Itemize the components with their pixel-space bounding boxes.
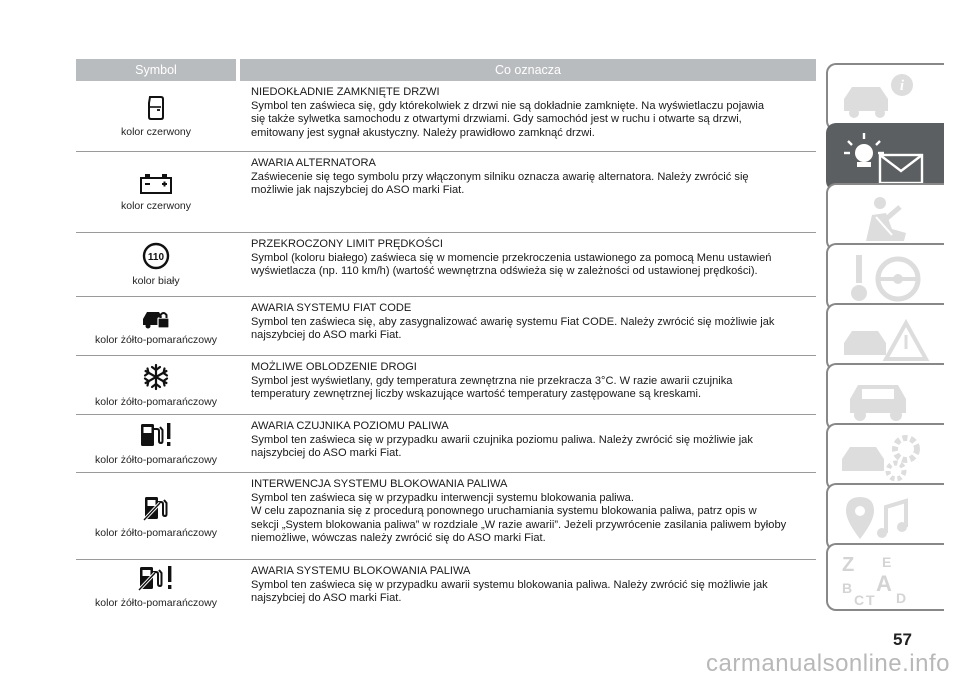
description-cell [236,152,816,232]
header-meaning: Co oznacza [494,63,561,77]
airbag-seat-icon [836,189,936,247]
svg-text:A: A [876,571,892,596]
row-text-line: Symbol ten zaświeca się w przypadku awarii systemu blokowania paliwa. Należy zwrócić się możliwie jak [251,578,768,591]
tab-maintenance[interactable] [826,363,944,431]
color-label: kolor żółto-pomarańczowy [95,526,217,539]
table-row [76,233,816,297]
row-title: NIEDOKŁADNIE ZAMKNIĘTE DRZWI [251,86,440,98]
speed-limit-icon [142,242,170,270]
row-text-line: Symbol jest wyświetlany, gdy temperatura zewnętrzna nie przekracza 3°C. W razie awarii czujnika [251,374,733,387]
fuel-cutoff-warning-icon [138,564,174,592]
color-label: kolor żółto-pomarańczowy [95,333,217,346]
color-label: kolor żółto-pomarańczowy [95,454,217,466]
warning-light-message-icon [836,129,936,187]
row-text-line: Symbol ten zaświeca się, gdy którekolwiek z drzwi nie są dokładnie zamknięte. Na wyświetlaczu pojawia [251,99,765,112]
row-text-line: Symbol ten zaświeca się, aby zasygnalizować awarię systemu Fiat CODE. Należy zwrócić się możliwie jak [251,315,775,328]
color-label: kolor żółto-pomarańczowy [95,395,217,408]
color-label: kolor czerwony [120,125,192,138]
row-text-line: możliwie jak najszybciej do ASO marki Fiat. [251,184,465,197]
row-title: AWARIA SYSTEMU BLOKOWANIA PALIWA [251,565,471,577]
fuel-cutoff-icon [143,494,169,522]
tab-multimedia[interactable] [826,483,944,551]
symbol-cell [76,297,236,355]
row-title: INTERWENCJA SYSTEMU BLOKOWANIA PALIWA [251,478,508,490]
table-row [76,297,816,356]
row-text-line: najszybciej do ASO marki Fiat. [251,329,402,342]
watermark: carmanualsonline.info [706,650,950,677]
symbol-cell [76,356,236,414]
tab-index[interactable] [826,543,944,611]
tab-starting-driving[interactable] [826,243,944,311]
row-title: AWARIA CZUJNIKA POZIOMU PALIWA [251,420,449,432]
table-row [76,560,816,612]
car-info-icon [836,69,936,127]
page-number: 57 [893,630,912,649]
color-label: kolor żółto-pomarańczowy [95,596,217,609]
row-title: PRZEKROCZONY LIMIT PRĘDKOŚCI [251,238,443,250]
svg-text:B: B [842,580,853,596]
svg-text:i: i [899,78,905,94]
symbol-cell [76,473,236,559]
description-cell [236,233,816,296]
tab-car-info[interactable] [826,63,944,131]
row-title: AWARIA SYSTEMU FIAT CODE [251,302,412,314]
table-row [76,81,816,152]
symbol-cell [76,152,236,232]
tab-safety[interactable] [826,183,944,251]
svg-text:Z: Z [842,554,855,576]
table-row [76,152,816,233]
fuel-warning-icon [139,421,173,449]
warning-lights-table [76,59,816,612]
symbol-cell [76,560,236,612]
row-text-line: Symbol ten zaświeca się w przypadku awarii czujnika poziomu paliwa. Należy zwrócić się możliwie jak [251,433,753,446]
media-nav-icon [836,489,936,547]
description-cell [236,356,816,414]
symbol-cell [76,81,236,151]
battery-icon [139,173,173,195]
color-label: kolor czerwony [120,199,192,212]
description-cell [236,415,816,472]
row-text-line: Symbol (koloru białego) zaświeca się w momencie przekroczenia ustawionego za pomocą Menu ustawień [251,251,772,264]
svg-text:E: E [882,554,892,570]
table-header [76,59,816,81]
row-text-line: najszybciej do ASO marki Fiat. [251,447,402,460]
car-gear-icon [836,429,936,487]
svg-text:C: C [854,592,865,607]
row-text-line: wyświetlacza (np. 110 km/h) (wartość wewnętrzna odświeża się w zależności od ustawionej prędkości). [251,265,758,278]
row-text-line: temperatury zewnętrznej liczby wskazujące wartość temperatury zastępowane są kreskami. [251,388,702,401]
tab-technical[interactable] [826,423,944,491]
speed-limit-value: 110 [147,252,165,263]
snowflake-icon [142,363,170,391]
description-cell [236,297,816,355]
index-letters-icon [836,549,936,607]
row-text-line: sekcji „System blokowania paliwa” w rozdziale „W razie awarii”. Jeżeli przywrócenie zasilania paliwem byłoby [251,518,787,531]
svg-text:D: D [896,590,907,606]
table-row [76,415,816,473]
row-text-line: emitowany jest sygnał akustyczny. Należy prawidłowo zamknąć drzwi. [251,126,595,139]
tab-warning-lights[interactable] [826,123,944,191]
table-row [76,356,816,415]
description-cell [236,81,816,151]
header-symbol: Symbol [135,63,177,77]
symbol-cell [76,415,236,472]
row-text-line: W celu zapoznania się z procedurą ponownego uruchamiania systemu blokowania paliwa, patrz opis w [251,505,757,518]
key-steering-icon [836,249,936,307]
row-text-line: Zaświecenie się tego symbolu przy włączonym silniku oznacza awarię alternatora. Należy zwrócić się [251,170,749,183]
row-text-line: niemożliwe, wówczas należy zwrócić się do ASO marki Fiat. [251,532,546,545]
description-cell [236,560,816,612]
car-service-icon [836,369,936,427]
row-text-line: najszybciej do ASO marki Fiat. [251,592,402,605]
description-cell [236,473,816,559]
svg-text:T: T [866,592,875,607]
symbol-cell [76,233,236,296]
row-title: AWARIA ALTERNATORA [251,157,376,169]
row-text-line: Symbol ten zaświeca się w przypadku interwencji systemu blokowania paliwa. [251,491,634,504]
row-title: MOŻLIWE OBLODZENIE DROGI [251,361,417,373]
breakdown-icon [836,309,936,367]
color-label: kolor biały [132,275,180,287]
table-row [76,473,816,560]
row-text-line: się także sylwetka samochodu z otwartymi drzwiami. Gdy samochód jest w ruchu i otwarte są drzwi, [251,113,742,126]
car-lock-icon [141,307,171,329]
tab-emergency[interactable] [826,303,944,371]
door-open-icon [146,95,166,121]
